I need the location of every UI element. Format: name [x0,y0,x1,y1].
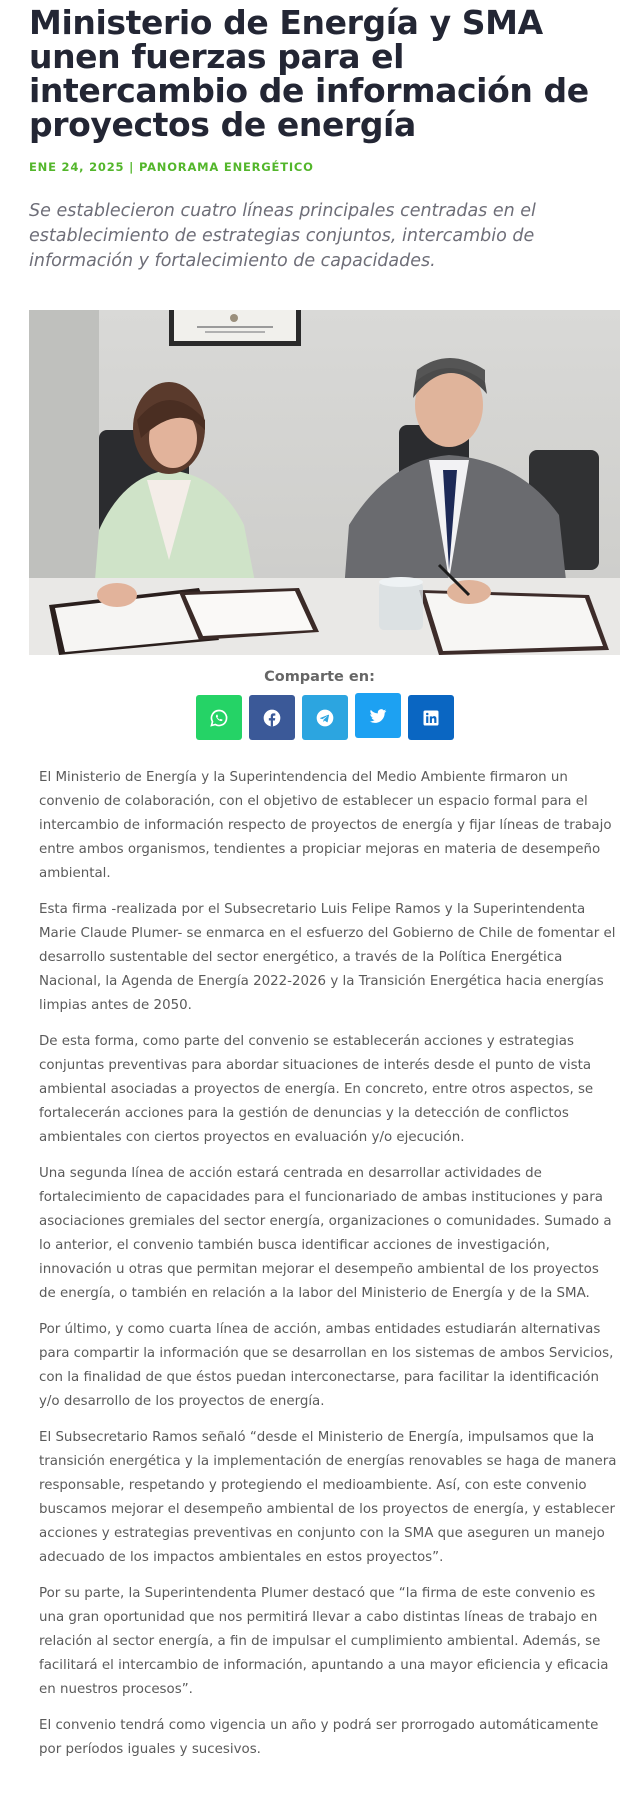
featured-photo [29,310,620,655]
body-paragraph: El convenio tendrá como vigencia un año y podrá ser prorrogado automáticamente por períodos iguales y sucesivos. [39,1718,599,1757]
signing-photo-illustration [29,310,620,655]
article-title: Ministerio de Energía y SMA unen fuerzas para el intercambio de información de proyectos de energía [29,3,589,144]
telegram-icon [315,708,335,728]
body-paragraph: Una segunda línea de acción estará centrada en desarrollar actividades de fortalecimiento de capacidades para el funcionariado de ambas instituciones y para asociaciones gremiales del sector energía, organizaciones o comunidades. Sumado a lo anterior, el convenio también busca identificar acciones de investigación, innovación u otras que permitan mejorar el desempeño ambiental de los proyectos de energía, o también en relación a la labor del Ministerio de Energía y de la SMA. [39,1166,612,1301]
body-paragraph: Por último, y como cuarta línea de acción, ambas entidades estudiarán alternativas para compartir la información que se desarrollan en los sistemas de ambos Servicios, con la finalidad de que éstos puedan interconectarse, para facilitar la identificación y/o desarrollo de los proyectos de energía. [39,1322,614,1409]
share-twitter-button[interactable] [355,693,401,738]
share-label: Comparte en: [264,669,375,685]
article-lead: Se establecieron cuatro líneas principales centradas en el establecimiento de estrategias conjuntos, intercambio de información y fortalecimiento de capacidades. [29,201,536,271]
share-buttons [196,694,452,740]
article-category-link[interactable]: PANORAMA ENERGÉTICO [138,160,314,174]
article-meta [29,160,314,174]
meta-separator: | [124,160,139,174]
article-date: ENE 24, 2025 [29,160,125,174]
body-paragraph: El Subsecretario Ramos señaló “desde el Ministerio de Energía, impulsamos que la transición energética y la implementación de energías renovables se haga de manera responsable, respetando y protegiendo el medioambiente. Así, con este convenio buscamos mejorar el desempeño ambiental de los proyectos de energía, y establecer acciones y estrategias preventivas en conjunto con la SMA que aseguren un manejo adecuado de los impactos ambientales en estos proyectos”. [39,1430,617,1565]
share-linkedin-button[interactable] [408,695,454,740]
share-facebook-button[interactable] [249,695,295,740]
body-paragraph: De esta forma, como parte del convenio se establecerán acciones y estrategias conjuntas preventivas para abordar situaciones de interés desde el punto de vista ambiental asociadas a proyectos de energía. En concreto, entre otros aspectos, se fortalecerán acciones para la gestión de denuncias y la detección de conflictos ambientales con ciertos proyectos en evaluación y/o ejecución. [39,1034,594,1145]
linkedin-icon [421,708,441,728]
body-paragraph: Esta firma -realizada por el Subsecretario Luis Felipe Ramos y la Superintendenta Marie Claude Plumer- se enmarca en el esfuerzo del Gobierno de Chile de fomentar el desarrollo sustentable del sector energético, a través de la Política Energética Nacional, la Agenda de Energía 2022-2026 y la Transición Energética hacia energías limpias antes de 2050. [39,902,616,1013]
article-body [39,766,617,1774]
facebook-icon [262,708,282,728]
body-paragraph: Por su parte, la Superintendenta Plumer destacó que “la firma de este convenio es una gran oportunidad que nos permitirá llevar a cabo distintas líneas de trabajo en relación al sector energía, a fin de impulsar el cumplimiento ambiental. Además, se facilitará el intercambio de información, apuntando a una mayor eficiencia y eficacia en nuestros procesos”. [39,1586,609,1697]
body-paragraph: El Ministerio de Energía y la Superintendencia del Medio Ambiente firmaron un convenio de colaboración, con el objetivo de establecer un espacio formal para el intercambio de información respecto de proyectos de energía y fijar líneas de trabajo entre ambos organismos, tendientes a propiciar mejoras en materia de desempeño ambiental. [39,770,612,881]
share-telegram-button[interactable] [302,695,348,740]
whatsapp-icon [209,708,229,728]
twitter-icon [368,706,388,726]
share-whatsapp-button[interactable] [196,695,242,740]
